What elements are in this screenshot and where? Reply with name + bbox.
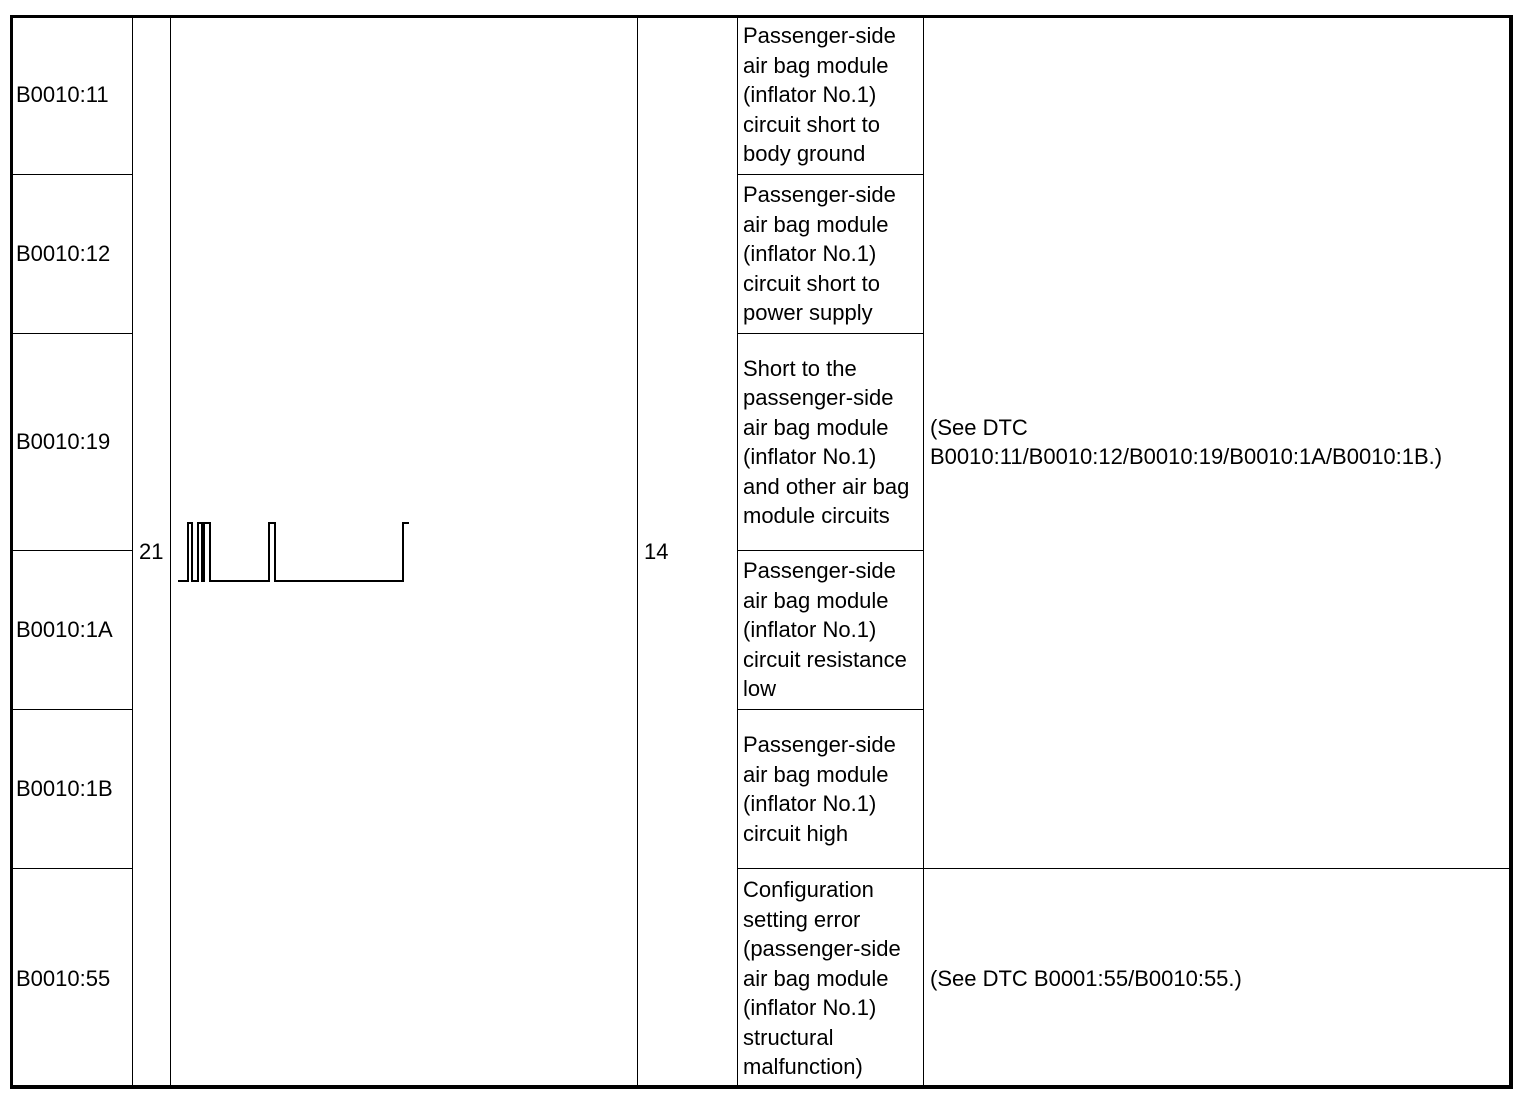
dtc-description: Passenger-side air bag module (inflator No.1) circuit short to body ground xyxy=(738,16,924,175)
dtc-description: Passenger-side air bag module (inflator No.1) circuit resistance low xyxy=(738,551,924,710)
dtc-description: Short to the passenger-side air bag module (inflator No.1) and other air bag module circuits xyxy=(738,334,924,551)
dtc-description: Passenger-side air bag module (inflator No.1) circuit short to power supply xyxy=(738,175,924,334)
dtc-description: Configuration setting error (passenger-side air bag module (inflator No.1) structural malfunction) xyxy=(738,869,924,1089)
table-border xyxy=(10,15,1512,1088)
dtc-code: B0010:11 xyxy=(11,16,133,175)
pattern-number: 14 xyxy=(638,16,738,1089)
dtc-code: B0010:1A xyxy=(11,551,133,710)
see-dtc-note-line2: B0010:11/B0010:12/B0010:19/B0010:1A/B0010:1B.) xyxy=(930,444,1443,469)
dtc-code: B0010:1B xyxy=(11,710,133,869)
dtc-code: B0010:12 xyxy=(11,175,133,334)
dtc-code: B0010:19 xyxy=(11,334,133,551)
dtc-description: Passenger-side air bag module (inflator No.1) circuit high xyxy=(738,710,924,869)
blink-code: 21 xyxy=(133,16,171,1089)
dtc-code: B0010:55 xyxy=(11,869,133,1089)
see-dtc-note: (See DTC B0001:55/B0010:55.) xyxy=(924,869,1513,1089)
see-dtc-note-line1: (See DTC xyxy=(930,414,1028,440)
